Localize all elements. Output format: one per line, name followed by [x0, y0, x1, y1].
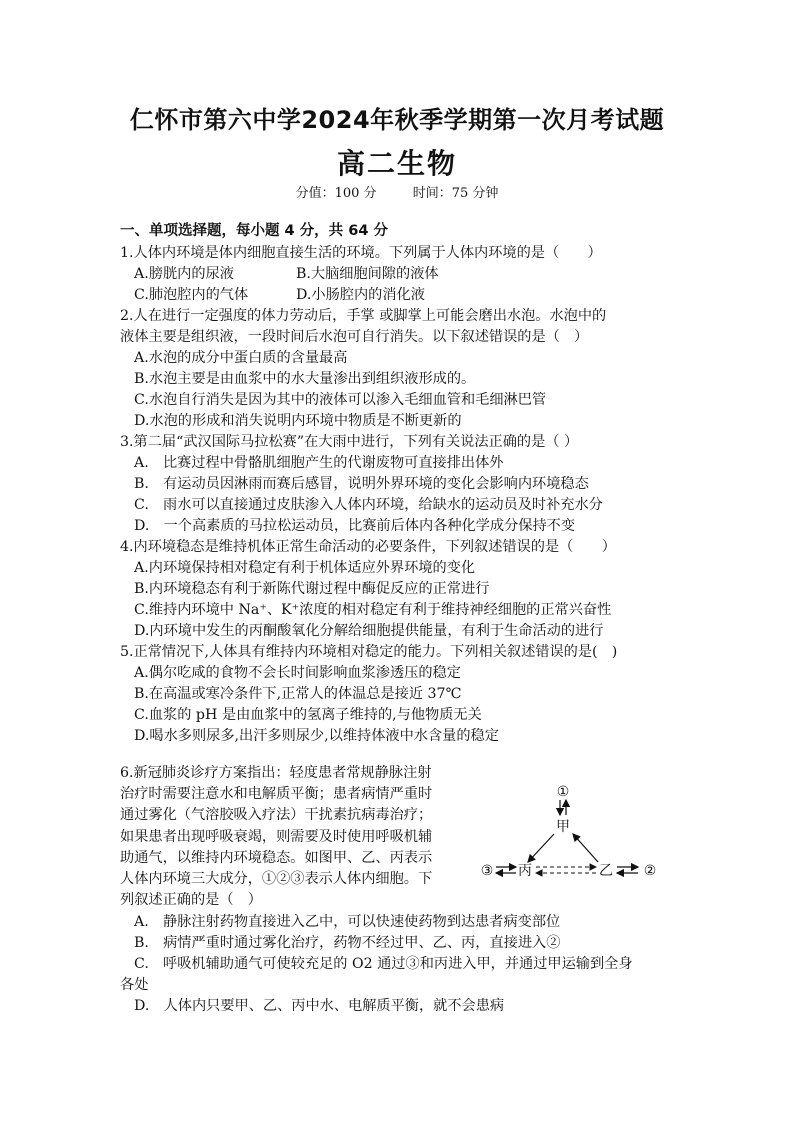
subject-title: 高二生物 — [336, 147, 457, 180]
cell-3-label: ③ — [480, 863, 494, 879]
q6-option-a: A. 静脉注射药物直接进入乙中，可以快速使药物到达患者病变部位 — [134, 914, 561, 930]
q6-option-c: C. 呼吸机辅助通气可使较充足的 O2 通过③和丙进入甲，并通过甲运输到全身 — [134, 956, 633, 972]
jia-label: 甲 — [556, 819, 570, 835]
q6-option-d: D. 人体内只要甲、乙、丙中水、电解质平衡，就不会患病 — [134, 998, 505, 1014]
q6-stem-line: 6.新冠肺炎诊疗方案指出：轻度患者常规静脉注射 — [120, 765, 432, 781]
q6-stem-line: 通过雾化（气溶胶吸入疗法）干扰素抗病毒治疗； — [120, 807, 433, 824]
q1-stem: 1.人体内环境是体内细胞直接生活的环境。下列属于人体内环境的是（ ） — [120, 245, 602, 261]
q6-stem-line: 列叙述正确的是（ ） — [120, 892, 262, 909]
time-info: 时间：75 分钟 — [412, 186, 499, 201]
score-info: 分值：100 分 — [295, 186, 377, 201]
section-heading: 一、单项选择题，每小题 4 分，共 64 分 — [120, 223, 388, 239]
q1-option-c: C.肺泡腔内的气体 — [134, 287, 249, 303]
q6-stem — [120, 763, 478, 911]
cell-2-label: ② — [643, 863, 657, 879]
q5-option-c: C.血浆的 pH 是由血浆中的氢离子维持的,与他物质无关 — [134, 707, 482, 723]
q6-option-c-cont: 各处 — [120, 977, 149, 993]
q6-stem-line: 人体内环境三大成分，①②③表示人体内细胞。下 — [120, 871, 433, 888]
q5-option-a: A.偶尔吃咸的食物不会长时间影响血浆渗透压的稳定 — [134, 665, 461, 681]
q3-stem: 3.第二届“武汉国际马拉松赛”在大雨中进行，下列有关说法正确的是（ ） — [120, 434, 579, 450]
q4-option-b: B.内环境稳态有利于新陈代谢过程中酶促反应的正常进行 — [134, 581, 490, 597]
q6-stem-line: 助通气，以维持内环境稳态。如图甲、乙、丙表示 — [120, 849, 433, 866]
q6-stem-line: 治疗时需要注意水和电解质平衡；患者病情严重时 — [120, 786, 433, 803]
q2-stem-line2: 液体主要是组织液，一段时间后水泡可自行消失。以下叙述错误的是（ ） — [120, 329, 589, 345]
q5-option-b: B.在高温或寒冷条件下,正常人的体温总是接近 37℃ — [134, 686, 462, 702]
q4-option-d: D.内环境中发生的丙酮酸氧化分解给细胞提供能量，有利于生命活动的进行 — [134, 623, 604, 639]
q1-option-b: B.大脑细胞间隙的液体 — [296, 266, 439, 282]
q6-option-b: B. 病情严重时通过雾化治疗，药物不经过甲、乙、丙，直接进入② — [134, 935, 561, 951]
yi-label: 乙 — [599, 863, 613, 879]
q3-option-b: B. 有运动员因淋雨而赛后感冒，说明外界环境的变化会影响内环境稳态 — [134, 476, 589, 492]
body-fluid-diagram — [478, 782, 663, 892]
q5-option-d: D.喝水多则尿多,出汗多则尿少,以维持体液中水含量的稳定 — [134, 728, 499, 744]
q2-option-c: C.水泡自行消失是因为其中的液体可以渗入毛细血管和毛细淋巴管 — [134, 392, 547, 408]
q4-option-c: C.维持内环境中 Na⁺、K⁺浓度的相对稳定有利于维持神经细胞的正常兴奋性 — [134, 602, 612, 618]
q4-stem: 4.内环境稳态是维持机体正常生命活动的必要条件，下列叙述错误的是（ ） — [120, 539, 616, 555]
q1-option-a: A.膀胱内的尿液 — [134, 266, 234, 282]
q4-option-a: A.内环境保持相对稳定有利于机体适应外界环境的变化 — [134, 560, 476, 576]
q3-option-d: D. 一个高素质的马拉松运动员，比赛前后体内各种化学成分保持不变 — [134, 518, 576, 534]
q1-option-d: D.小肠腔内的消化液 — [296, 287, 425, 303]
cell-1-label: ① — [556, 784, 570, 800]
q2-stem-line1: 2.人在进行一定强度的体力劳动后，手掌 或脚掌上可能会磨出水泡。水泡中的 — [120, 308, 607, 324]
q2-option-a: A.水泡的成分中蛋白质的含量最高 — [134, 350, 348, 366]
exam-title: 仁怀市第六中学2024年秋季学期第一次月考试题 — [129, 106, 665, 134]
q3-option-a: A. 比赛过程中骨骼肌细胞产生的代谢废物可直接排出体外 — [134, 455, 504, 471]
q6-stem-line: 如果患者出现呼吸衰竭，则需要及时使用呼吸机辅 — [120, 828, 433, 845]
q2-option-b: B.水泡主要是由血浆中的水大量渗出到组织液形成的。 — [134, 371, 476, 387]
exam-meta — [0, 182, 794, 201]
q5-stem: 5.正常情况下,人体具有维持内环境相对稳定的能力。下列相关叙述错误的是( ) — [120, 644, 618, 660]
q3-option-c: C. 雨水可以直接通过皮肤渗入人体内环境，给缺水的运动员及时补充水分 — [134, 497, 603, 513]
arrow-jia-to-bing — [528, 834, 554, 862]
q2-option-d: D.水泡的形成和消失说明内环境中物质是不断更新的 — [134, 413, 462, 429]
arrow-yi-to-jia — [573, 834, 598, 862]
bing-label: 丙 — [518, 863, 532, 879]
